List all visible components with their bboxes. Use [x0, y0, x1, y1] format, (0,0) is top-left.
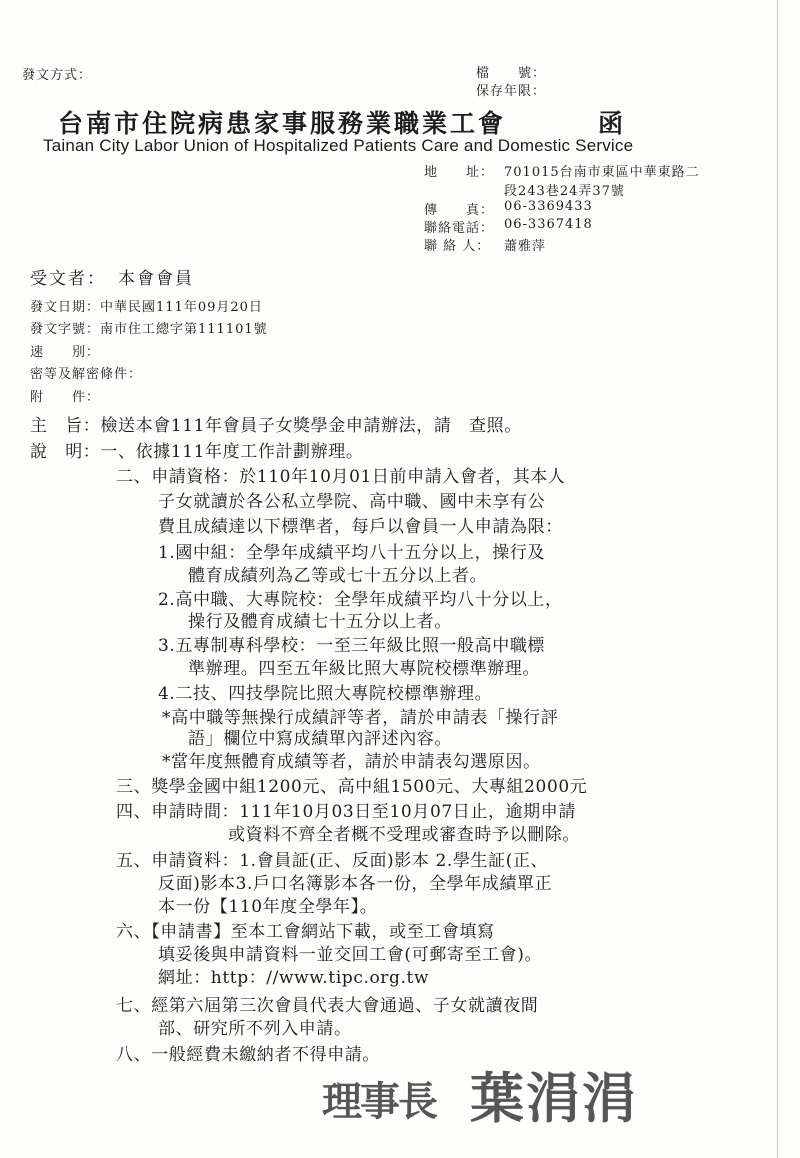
explain-item-8: 八、一般經費未繳納者不得申請。	[116, 1045, 380, 1065]
address-line-1: 701015台南市東區中華東路二	[504, 165, 700, 180]
explain-item-2-line-1: 二、申請資格：於110年10月01日前申請入會者，其本人	[116, 467, 566, 487]
explain-item-2-line-2: 子女就讀於各公私立學院、高中職、國中未享有公	[158, 492, 546, 512]
recipient-label: 受文者：	[30, 269, 106, 289]
security-label: 密等及解密條件：	[30, 367, 143, 382]
attachment-label: 附 件：	[30, 390, 101, 405]
contact-person-label: 聯 絡 人：	[424, 239, 491, 254]
file-number-label: 檔 號：	[476, 66, 547, 81]
fax-number: 06-3369433	[504, 199, 593, 214]
explain-item-5-line-3: 本一份【110年度全學年】。	[158, 897, 378, 917]
explain-item-5-line-1: 五、申請資料：1.會員証(正、反面)影本 2.學生証(正、	[116, 851, 549, 871]
signature-title-stamp: 理事長	[322, 1078, 436, 1125]
subject-line: 主 旨：檢送本會111年會員子女獎學金申請辦法，請 查照。	[30, 416, 522, 436]
explain-item-4-line-2: 或資料不齊全者概不受理或審查時予以刪除。	[228, 825, 580, 845]
speed-label: 速 別：	[30, 345, 101, 360]
recipient-value: 本會會員	[118, 269, 194, 289]
signature-name-stamp: 葉涓涓	[470, 1066, 638, 1130]
contact-person: 蕭雅萍	[504, 239, 547, 254]
explain-item-5-line-2: 反面)影本3.戶口名簿影本各一份，全學年成績單正	[158, 874, 553, 894]
website-url: 網址：http：//www.tipc.org.tw	[158, 968, 430, 988]
issue-date: 發文日期：中華民國111年09月20日	[30, 300, 263, 315]
org-title-english: Tainan City Labor Union of Hospitalized Patients Care and Domestic Service	[43, 136, 634, 155]
criteria-3-line-1: 3.五專制專科學校：一至三年級比照一般高中職標	[158, 636, 546, 656]
note-2: *當年度無體育成績等者，請於申請表勾選原因。	[162, 752, 541, 772]
explain-item-1: 說 明：一、依據111年度工作計劃辦理。	[30, 442, 364, 462]
phone-label: 聯絡電話：	[424, 221, 495, 236]
note-1-line-1: *高中職等無操行成績評等者，請於申請表「操行評	[162, 708, 559, 728]
criteria-1-line-2: 體育成績列為乙等或七十五分以上者。	[188, 566, 488, 586]
explain-item-6-line-1: 六、【申請書】至本工會網站下載，或至工會填寫	[116, 922, 495, 942]
note-1-line-2: 語」欄位中寫成績單內評述內容。	[188, 729, 452, 749]
org-title: 台南市住院病患家事服務業職業工會	[58, 109, 507, 138]
retention-label: 保存年限：	[476, 84, 547, 99]
criteria-4: 4.二技、四技學院比照大專院校標準辦理。	[158, 684, 493, 704]
address-line-2: 段243巷24弄37號	[504, 184, 625, 199]
phone-number: 06-3367418	[504, 217, 593, 232]
scan-edge-line	[777, 0, 778, 1158]
explain-item-7-line-1: 七、經第六屆第三次會員代表大會通過、子女就讀夜間	[116, 996, 539, 1016]
criteria-1-line-1: 1.國中組：全學年成績平均八十五分以上，操行及	[158, 543, 546, 563]
criteria-2-line-1: 2.高中職、大專院校：全學年成績平均八十分以上，	[158, 590, 563, 610]
fax-label: 傳 真：	[424, 203, 495, 218]
explain-item-3: 三、獎學金國中組1200元、高中組1500元、大專組2000元	[116, 777, 588, 797]
explain-item-4-line-1: 四、申請時間：111年10月03日至10月07日止，逾期申請	[116, 802, 576, 822]
doc-type-label: 函	[598, 109, 627, 138]
explain-item-7-line-2: 部、研究所不列入申請。	[158, 1019, 352, 1039]
reference-number: 發文字號：南市住工總字第111101號	[30, 322, 268, 337]
explain-item-6-line-2: 填妥後與申請資料一並交回工會(可郵寄至工會)。	[158, 945, 543, 965]
address-label: 地 址：	[424, 165, 495, 180]
send-method-label: 發文方式：	[22, 68, 93, 83]
explain-item-2-line-3: 費且成績達以下標準者，每戶以會員一人申請為限：	[158, 517, 563, 537]
criteria-2-line-2: 操行及體育成績七十五分以上者。	[188, 612, 452, 632]
criteria-3-line-2: 準辦理。四至五年級比照大專院校標準辦理。	[188, 659, 540, 679]
